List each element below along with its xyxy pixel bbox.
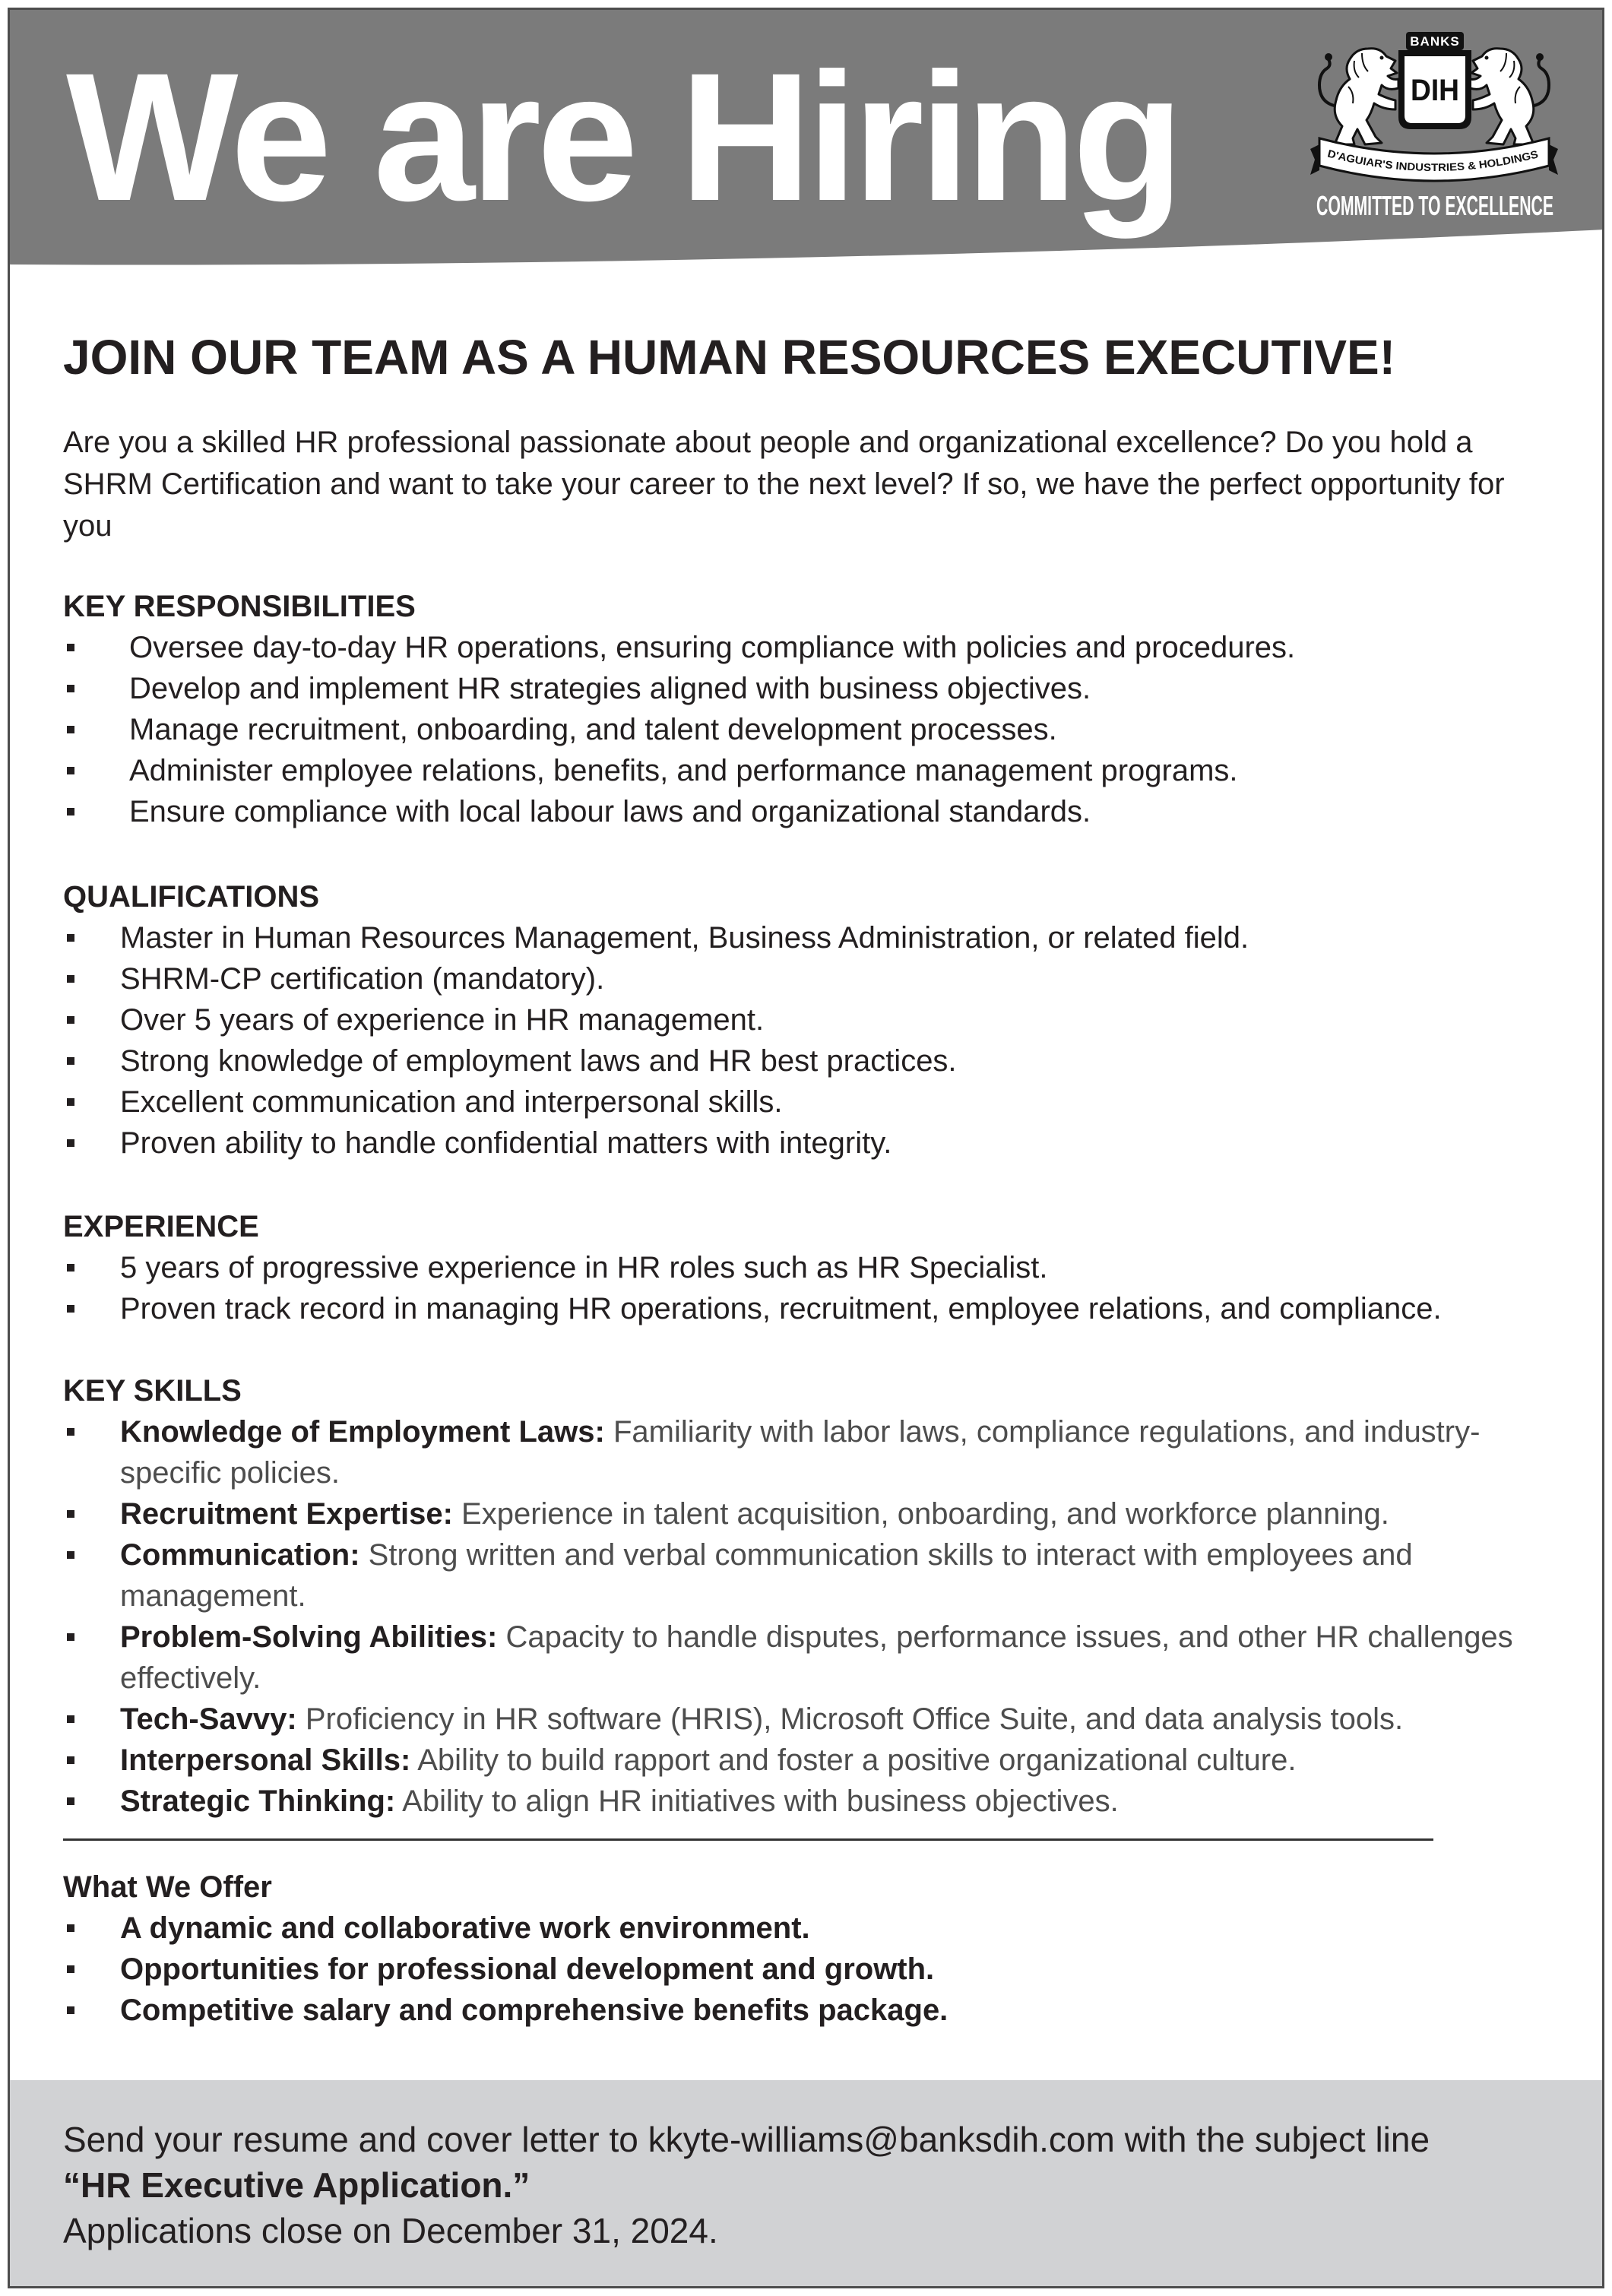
job-headline: JOIN OUR TEAM AS A HUMAN RESOURCES EXECUTIVE! — [63, 330, 1396, 385]
list-item: A dynamic and collaborative work environment. — [63, 1908, 1558, 1949]
section-heading: EXPERIENCE — [63, 1210, 259, 1243]
instruction-text: Send your resume and cover letter to kkyte-williams@banksdih.com with the subject line — [63, 2120, 1430, 2159]
skill-label: Interpersonal Skills: — [120, 1743, 411, 1777]
skill-label: Recruitment Expertise: — [120, 1497, 453, 1531]
section-heading: QUALIFICATIONS — [63, 880, 320, 914]
lion-right-icon — [1470, 49, 1549, 144]
logo-ribbon-text: D'AGUIAR'S INDUSTRIES & HOLDINGS — [1326, 147, 1539, 174]
list-item: SHRM-CP certification (mandatory). — [63, 958, 1558, 999]
key-skill-item — [63, 1617, 1558, 1699]
application-instructions — [63, 2117, 1477, 2253]
section-heading: KEY SKILLS — [63, 1374, 242, 1408]
skill-description: Ability to align HR initiatives with business objectives. — [402, 1785, 1119, 1818]
section-heading: KEY RESPONSIBILITIES — [63, 590, 416, 623]
email-subject-line: “HR Executive Application.” — [63, 2165, 530, 2205]
experience-section — [63, 1206, 1558, 1329]
application-deadline: Applications close on December 31, 2024. — [63, 2211, 718, 2250]
key-skill-item — [63, 1493, 1558, 1534]
key-skill-item — [63, 1534, 1558, 1617]
key-skills-section — [63, 1370, 1558, 1822]
skill-label: Communication: — [120, 1538, 360, 1572]
offer-section — [63, 1867, 1558, 2031]
list-item: Opportunities for professional development and growth. — [63, 1949, 1558, 1990]
skill-description: Capacity to handle disputes, performance issues, and other HR challenges effectively. — [120, 1620, 1513, 1695]
skill-label: Problem-Solving Abilities: — [120, 1620, 498, 1654]
qualifications-section — [63, 876, 1558, 1164]
experience-list — [63, 1247, 1558, 1329]
responsibilities-section — [63, 586, 1558, 832]
list-item: Oversee day-to-day HR operations, ensuring compliance with policies and procedures. — [63, 627, 1558, 668]
intro-paragraph: Are you a skilled HR professional passionate about people and organizational excellence? Do you hold a SHRM Certification and want to take your career to the next level? If so, we have the perfect opportunity for you — [63, 426, 1505, 543]
key-skill-item — [63, 1699, 1558, 1740]
skill-label: Tech-Savvy: — [120, 1702, 297, 1736]
list-item: Administer employee relations, benefits, and performance management programs. — [63, 750, 1558, 791]
logo-ribbon — [1310, 138, 1558, 181]
skill-description: Familiarity with labor laws, compliance regulations, and industry-specific policies. — [120, 1415, 1481, 1490]
skill-description: Proficiency in HR software (HRIS), Microsoft Office Suite, and data analysis tools. — [305, 1702, 1404, 1736]
responsibilities-list — [63, 627, 1558, 832]
list-item: Excellent communication and interpersonal skills. — [63, 1081, 1558, 1123]
hiring-title: We are Hiring — [66, 35, 1180, 239]
list-item: Develop and implement HR strategies aligned with business objectives. — [63, 668, 1558, 709]
key-skills-list — [63, 1411, 1558, 1822]
skill-description: Experience in talent acquisition, onboarding, and workforce planning. — [461, 1497, 1389, 1531]
list-item: Competitive salary and comprehensive benefits package. — [63, 1990, 1558, 2031]
key-skill-item — [63, 1781, 1558, 1822]
list-item: Strong knowledge of employment laws and HR best practices. — [63, 1040, 1558, 1081]
company-logo — [1309, 30, 1560, 224]
section-divider — [63, 1838, 1433, 1841]
list-item: Manage recruitment, onboarding, and talent development processes. — [63, 709, 1558, 750]
skill-description: Strong written and verbal communication skills to interact with employees and management. — [120, 1538, 1413, 1613]
list-item: Proven ability to handle confidential matters with integrity. — [63, 1123, 1558, 1164]
list-item: Ensure compliance with local labour laws and organizational standards. — [63, 791, 1558, 832]
key-skill-item — [63, 1740, 1558, 1781]
skill-label: Knowledge of Employment Laws: — [120, 1415, 605, 1449]
qualifications-list — [63, 917, 1558, 1164]
offer-list — [63, 1908, 1558, 2031]
list-item: Master in Human Resources Management, Business Administration, or related field. — [63, 917, 1558, 958]
list-item: Proven track record in managing HR operations, recruitment, employee relations, and compliance. — [63, 1288, 1558, 1329]
shield-icon — [1398, 32, 1471, 129]
skill-description: Ability to build rapport and foster a positive organizational culture. — [417, 1743, 1297, 1777]
logo-banks-text: BANKS — [1410, 34, 1460, 49]
list-item: 5 years of progressive experience in HR roles such as HR Specialist. — [63, 1247, 1558, 1288]
lion-left-icon — [1319, 49, 1398, 144]
list-item: Over 5 years of experience in HR management. — [63, 999, 1558, 1040]
logo-tagline: COMMITTED TO EXCELLENCE — [1316, 190, 1553, 221]
logo-monogram: DIH — [1411, 74, 1459, 107]
key-skill-item — [63, 1411, 1558, 1493]
section-heading: What We Offer — [63, 1870, 272, 1904]
skill-label: Strategic Thinking: — [120, 1785, 396, 1818]
